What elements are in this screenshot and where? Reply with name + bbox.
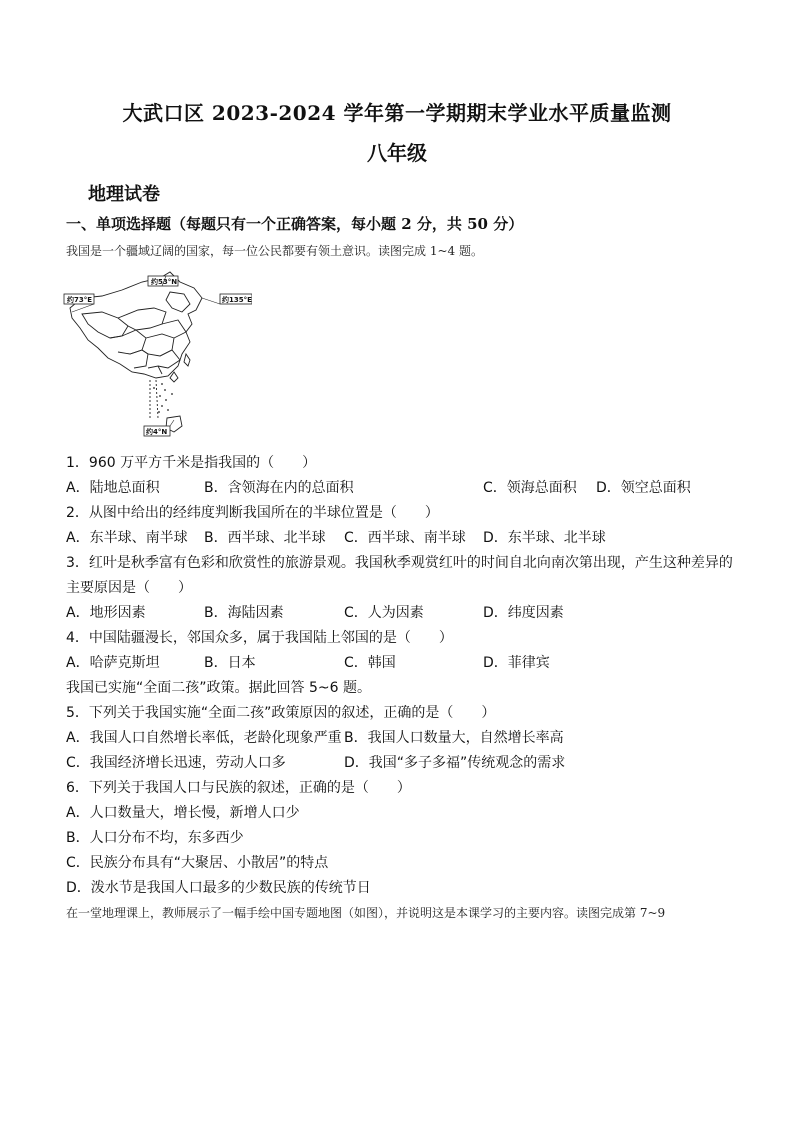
svg-text:约135°E: 约135°E: [222, 296, 252, 304]
section-heading: 一、单项选择题（每题只有一个正确答案，每小题 2 分，共 50 分）: [66, 215, 524, 233]
map-label-53n: [148, 276, 178, 286]
q3-option-d: D．纬度因素: [483, 605, 564, 621]
svg-text:约73°E: 约73°E: [67, 296, 93, 304]
map-label-4n: [144, 426, 170, 436]
q4-option-b: B．日本: [204, 655, 256, 671]
grade-label: 八年级: [367, 141, 427, 165]
q3-option-c: C．人为因素: [344, 605, 424, 621]
q3-option-b: B．海陆因素: [204, 605, 284, 621]
svg-text:约4°N: 约4°N: [146, 428, 168, 436]
q1-option-b: B．含领海在内的总面积: [204, 480, 354, 496]
question-6-stem: 6．下列关于我国人口与民族的叙述，正确的是（ ）: [66, 780, 411, 796]
intro-q7-9: 在一堂地理课上，教师展示了一幅手绘中国专题地图（如图），并说明这是本课学习的主要内容。读图完成第 7~9: [66, 906, 666, 920]
q4-option-a: A．哈萨克斯坦: [66, 655, 160, 671]
question-5-stem: 5．下列关于我国实施“全面二孩”政策原因的叙述，正确的是（ ）: [66, 705, 496, 721]
q1-option-a: A．陆地总面积: [66, 480, 160, 496]
q2-option-a: A．东半球、南半球: [66, 530, 188, 546]
q6-option-a: A．人口数量大，增长慢，新增人口少: [66, 805, 300, 821]
q5-option-c: C．我国经济增长迅速，劳动人口多: [66, 755, 286, 771]
question-2-stem: 2．从图中给出的经纬度判断我国所在的半球位置是（ ）: [66, 505, 439, 521]
q3-option-a: A．地形因素: [66, 605, 146, 621]
question-4-stem: 4．中国陆疆漫长，邻国众多，属于我国陆上邻国的是（ ）: [66, 630, 453, 646]
map-label-135e: [220, 294, 252, 304]
question-3-stem: 3．红叶是秋季富有色彩和欣赏性的旅游景观。我国秋季观赏红叶的时间自北向南次第出现，产生这种差异的: [66, 555, 733, 571]
q6-option-b: B．人口分布不均，东多西少: [66, 830, 244, 846]
q5-option-d: D．我国“多子多福”传统观念的需求: [344, 755, 566, 771]
q5-option-b: B．我国人口数量大，自然增长率高: [344, 730, 564, 746]
q2-option-d: D．东半球、北半球: [483, 530, 606, 546]
q5-option-a: A．我国人口自然增长率低，老龄化现象严重: [66, 730, 342, 746]
china-map-image: [62, 268, 252, 444]
subject-label: 地理试卷: [88, 184, 160, 205]
intro-q5-6: 我国已实施“全面二孩”政策。据此回答 5~6 题。: [66, 680, 371, 696]
q6-option-d: D．泼水节是我国人口最多的少数民族的传统节日: [66, 880, 371, 896]
q1-option-d: D．领空总面积: [596, 480, 691, 496]
q4-option-d: D．菲律宾: [483, 655, 550, 671]
exam-title: 大武口区 2023-2024 学年第一学期期末学业水平质量监测: [122, 101, 672, 125]
q2-option-b: B．西半球、北半球: [204, 530, 326, 546]
q2-option-c: C．西半球、南半球: [344, 530, 466, 546]
map-label-73e: [64, 294, 94, 304]
question-3-stem-cont: 主要原因是（ ）: [66, 580, 192, 596]
svg-text:约53°N: 约53°N: [151, 278, 178, 286]
q4-option-c: C．韩国: [344, 655, 396, 671]
section-intro: 我国是一个疆域辽阔的国家，每一位公民都要有领土意识。读图完成 1~4 题。: [66, 244, 483, 258]
question-1-stem: 1．960 万平方千米是指我国的（ ）: [66, 455, 317, 471]
q1-option-c: C．领海总面积: [483, 480, 577, 496]
q6-option-c: C．民族分布具有“大聚居、小散居”的特点: [66, 855, 329, 871]
